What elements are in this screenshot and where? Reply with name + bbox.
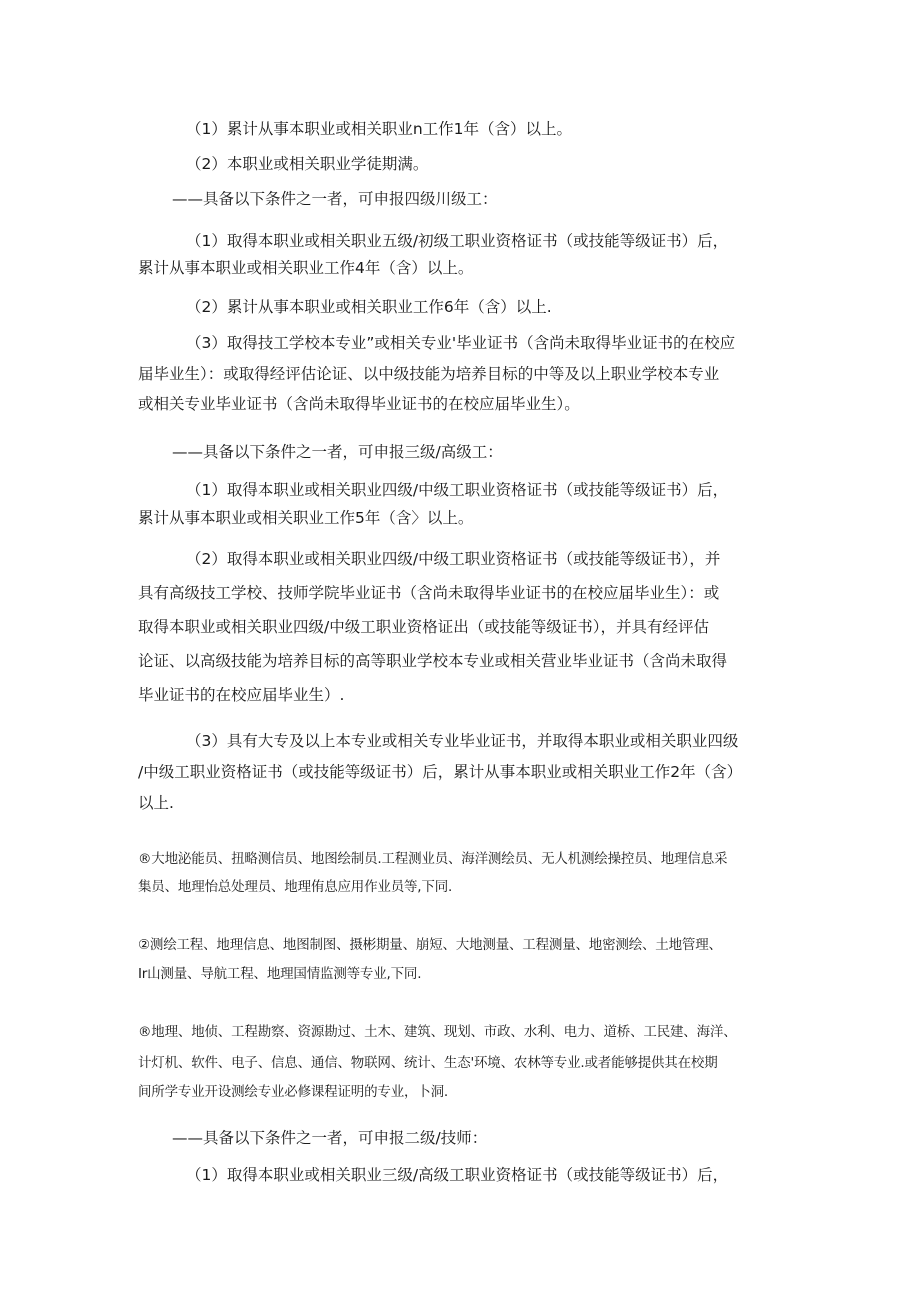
- footnote-line: 间所学专业开设测绘专业必修课程证明的专业，卜洞.: [138, 1084, 448, 1100]
- footnote-line: Ir山测量、导航工程、地理国情监测等专业,下同.: [138, 966, 422, 982]
- paragraph-line: 累计从事本职业或相关职业工作4年（含）以上。: [138, 259, 474, 277]
- paragraph-line: （1）取得本职业或相关职业三级/高级工职业资格证书（或技能等级证书）后，: [186, 1166, 729, 1184]
- footnote-line: ®地理、地侦、工程勘察、资源勘过、土木、建筑、现划、市政、水利、电力、道桥、工民建、海洋、: [138, 1024, 737, 1040]
- paragraph-line: 累计从事本职业或相关职业工作5年（含〉以上。: [138, 509, 474, 527]
- paragraph-line: 具有高级技工学校、技师学院毕业证书（含尚未取得毕业证书的在校应届毕业生）：或: [138, 584, 720, 602]
- paragraph-line: 毕业证书的在校应届毕业生）.: [138, 686, 345, 704]
- paragraph-line: （1）累计从事本职业或相关职业n工作1年（含）以上。: [186, 120, 573, 138]
- paragraph-line: （3）取得技工学校本专业”或相关专业'毕业证书（含尚未取得毕业证书的在校应: [186, 334, 736, 352]
- paragraph-line: 以上.: [138, 794, 174, 812]
- paragraph-line: （3）具有大专及以上本专业或相关专业毕业证书，并取得本职业或相关职业四级: [186, 732, 739, 750]
- paragraph-line: （2）本职业或相关职业学徒期满。: [186, 155, 429, 173]
- footnote-line: ②测绘工程、地理信息、地图制图、摄彬期量、崩短、大地测量、工程测量、地密测绘、土地管理、: [138, 937, 722, 953]
- section-heading: ——具备以下条件之一者，可申报三级/高级工：: [172, 443, 503, 461]
- paragraph-line: /中级工职业资格证书（或技能等级证书）后，累计从事本职业或相关职业工作2年（含）: [138, 763, 743, 781]
- paragraph-line: 届毕业生）：或取得经评估论证、以中级技能为培养目标的中等及以上职业学校本专业: [138, 365, 720, 383]
- section-heading: ——具备以下条件之一者，可申报二级/技师：: [172, 1129, 488, 1147]
- paragraph-line: （2）取得本职业或相关职业四级/中级工职业资格证书（或技能等级证书），并: [186, 550, 721, 568]
- paragraph-line: （1）取得本职业或相关职业四级/中级工职业资格证书（或技能等级证书）后，: [186, 481, 729, 499]
- paragraph-line: 或相关专业毕业证书（含尚未取得毕业证书的在校应届毕业生）。: [138, 395, 580, 413]
- paragraph-line: 取得本职业或相关职业四级/中级工职业资格证出（或技能等级证书），并具有经评估: [138, 618, 709, 636]
- footnote-line: ®大地泌能员、扭略测信员、地图绘制员.工程测业员、海洋测绘员、无人机测绘操控员、地理信息采: [138, 851, 728, 867]
- footnote-line: 集员、地理怡总处理员、地理侑息应用作业员等,下同.: [138, 879, 453, 895]
- section-heading: ——具备以下条件之一者，可申报四级川级工：: [172, 190, 498, 208]
- footnote-line: 计灯机、软件、电子、信息、通信、物联网、统计、生态'环境、农林等专业.或者能够提供其在校期: [138, 1055, 718, 1071]
- paragraph-line: 论证、以高级技能为培养目标的高等职业学校本专业或相关营业毕业证书（含尚未取得: [138, 652, 728, 670]
- paragraph-line: （2）累计从事本职业或相关职业工作6年（含）以上.: [186, 298, 552, 316]
- paragraph-line: （1）取得本职业或相关职业五级/初级工职业资格证书（或技能等级证书）后，: [186, 232, 729, 250]
